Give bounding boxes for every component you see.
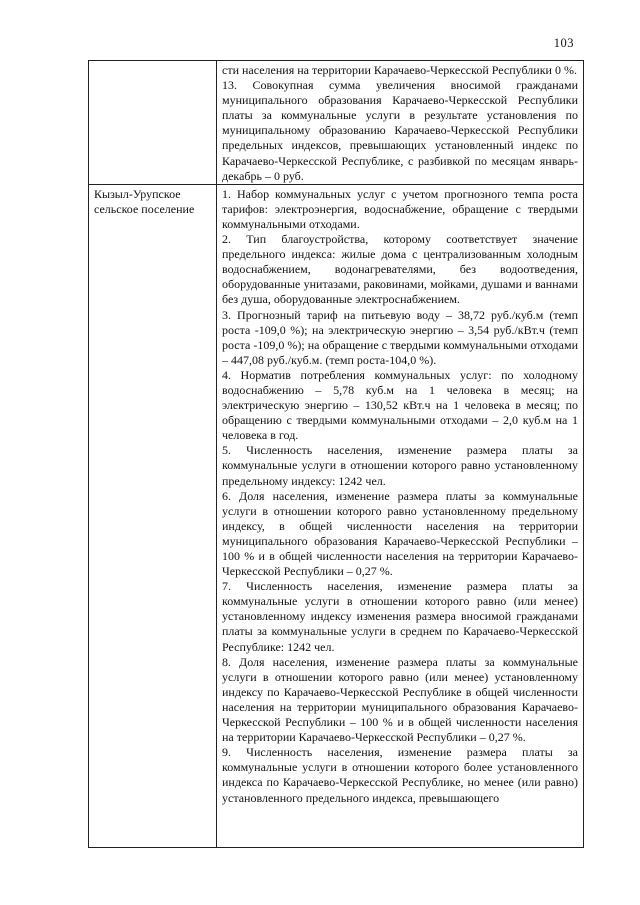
paragraph: сти населения на территории Карачаево-Черкесской Республики 0 %.: [222, 63, 577, 77]
paragraph: 3. Прогнозный тариф на питьевую воду – 38,72 руб./куб.м (темп роста -109,0 %); на электрическую энергию – 3,54 руб./кВт.ч (темп роста -109,0 %); на обращение с твердыми коммунальными отходами – 447,08 руб./куб.м. (темп роста-104,0 %).: [222, 307, 578, 367]
settlement-name-cell: Кызыл-Урупское сельское поселение: [89, 184, 217, 847]
table-row: [89, 184, 584, 847]
paragraph: 8. Доля населения, изменение размера платы за коммунальные услуги в отношении которого равно (или менее) установленному индексу по Карачаево-Черкесской Республике в общей численности населения на территории муниципального образования Карачаево-Черкесской Республики – 100 % и в общей численности населения на территории Карачаево-Черкесской Республики – 0,27 %.: [222, 654, 578, 745]
document-table: [88, 60, 584, 848]
page-number: 103: [553, 36, 574, 50]
paragraph: 5. Численность населения, изменение размера платы за коммунальные услуги в отношении которого равно установленному предельному индексу: 1242 чел.: [222, 443, 578, 488]
row-label-cell: [89, 61, 217, 185]
row-content-cell: [217, 61, 584, 185]
paragraph: 9. Численность населения, изменение размера платы за коммунальные услуги в отношении которого более установленного индекса по Карачаево-Черкесской Республике, но менее (или равно) установленного предельного индекса, превышающего: [222, 745, 578, 805]
paragraph: 1. Набор коммунальных услуг с учетом прогнозного темпа роста тарифов: электроэнергия, водоснабжение, обращение с твердыми коммунальными отходами.: [222, 186, 578, 231]
paragraph: 2. Тип благоустройства, которому соответствует значение предельного индекса: жилые дома с централизованным холодным водоснабжением, водонагревателями, без водоотведения, оборудованные унитазами, раковинами, мойками, душами и ваннами без душа, оборудованные электроснабжением.: [222, 232, 578, 307]
row-content-cell: [217, 184, 584, 847]
content-clip: [222, 187, 578, 847]
paragraph: 6. Доля населения, изменение размера платы за коммунальные услуги в отношении которого равно установленному предельному индексу, в общей численности населения на территории муниципального образования Карачаево-Черкесской Республики – 100 % и в общей численности населения на территории Карачаево-Черкесской Республики – 0,27 %.: [222, 488, 578, 579]
paragraph: 13. Совокупная сумма увеличения вносимой гражданами муниципального образования Карачаево-Черкесской Республики платы за коммунальные услуги в результате установления по муниципальному образованию Карачаево-Черкесской Республики предельных индексов, превышающих установленный индекс по Карачаево-Черкесской Республике, с разбивкой по месяцам январь-декабрь – 0 руб.: [222, 78, 578, 183]
paragraph: 7. Численность населения, изменение размера платы за коммунальные услуги в отношении которого равно (или менее) установленному индексу изменения размера вносимой гражданами платы за коммунальные услуги в среднем по Карачаево-Черкесской Республике: 1242 чел.: [222, 579, 578, 654]
table-row: [89, 61, 584, 185]
paragraph: 4. Норматив потребления коммунальных услуг: по холодному водоснабжению – 5,78 куб.м на 1 человека в месяц; на электрическую энергию – 130,52 кВт.ч на 1 человека в месяц; по обращению с твердыми коммунальными отходами – 2,0 куб.м на 1 человека в год.: [222, 367, 578, 443]
